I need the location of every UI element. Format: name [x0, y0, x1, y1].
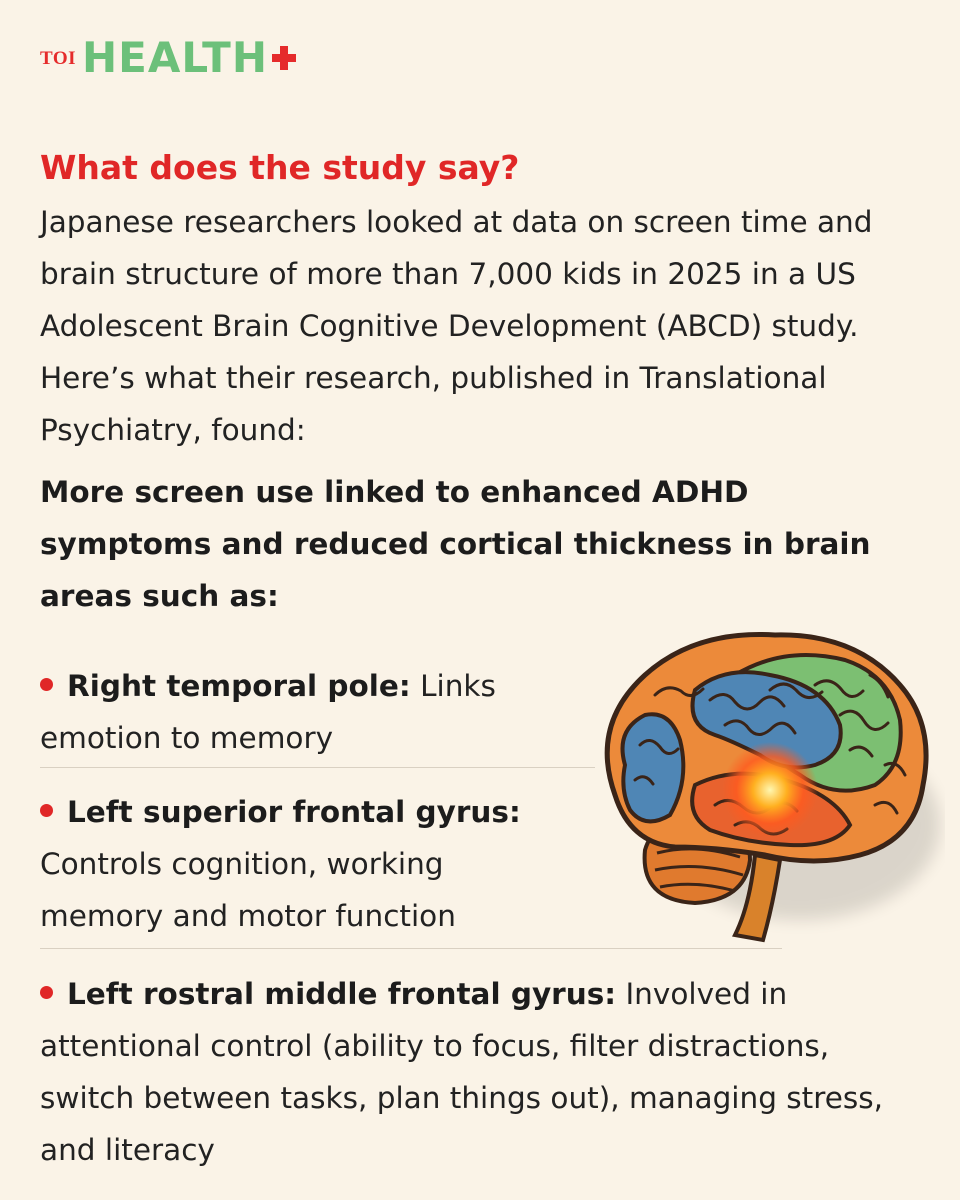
list-item-term: Right temporal pole:: [67, 669, 411, 703]
list-item-term: Left superior frontal gyrus:: [67, 795, 521, 829]
list-item: [40, 786, 560, 942]
intro-paragraph: Japanese researchers looked at data on screen time and brain structure of more than 7,000 kids in 2025 in a US Adolescent Brain Cognitive Development (ABCD) study. Here’s what their research, published in Translational Psychiatry, found:: [40, 205, 873, 447]
lead-statement: More screen use linked to enhanced ADHD symptoms and reduced cortical thickness in brain areas such as:: [40, 475, 871, 613]
page-title: What does the study say?: [40, 148, 520, 187]
list-item-desc: Controls cognition, working memory and motor function: [40, 847, 456, 933]
list-item: [40, 968, 900, 1176]
red-dot-icon: [40, 678, 53, 691]
brain-illustration: [585, 615, 945, 960]
medical-plus-icon: [270, 44, 298, 72]
red-dot-icon: [40, 986, 53, 999]
divider: [40, 767, 595, 768]
list-item: [40, 660, 560, 764]
logo-section: HEALTH: [82, 33, 268, 82]
list-item-desc: Links emotion to memory: [40, 669, 496, 755]
list-item-desc: Involved in attentional control (ability to focus, filter distractions, switch between tasks, plan things out), managing stress, and literacy: [40, 977, 883, 1167]
toi-health-logo: [40, 33, 298, 82]
list-item-term: Left rostral middle frontal gyrus:: [67, 977, 617, 1011]
red-dot-icon: [40, 804, 53, 817]
logo-brand: TOI: [40, 48, 77, 69]
